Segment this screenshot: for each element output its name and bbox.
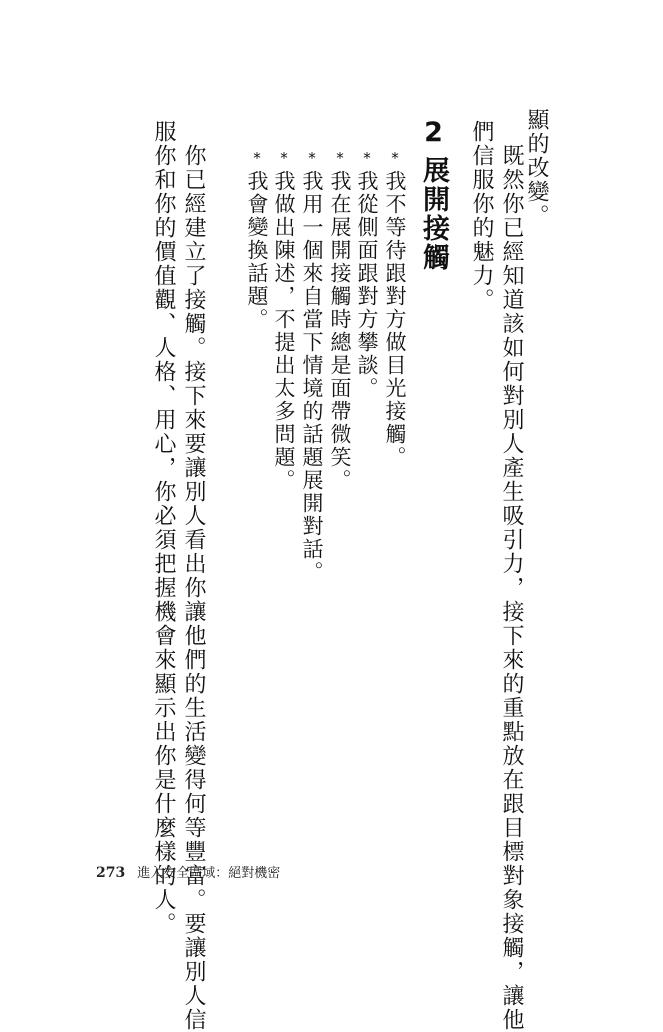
bullet-item xyxy=(325,150,355,492)
bullet-item xyxy=(297,150,327,584)
bullet-marker: * xyxy=(280,149,288,167)
bullet-item xyxy=(352,150,382,400)
paragraph-line: 們信服你的魅力。 xyxy=(469,120,494,312)
section-title: 展開接觸 xyxy=(418,156,449,272)
bullet-marker: * xyxy=(391,149,399,167)
bullet-marker: * xyxy=(336,149,344,167)
bullet-item xyxy=(269,150,299,492)
page-footer xyxy=(96,862,280,881)
bullet-text: 我不等待跟對方做目光接觸。 xyxy=(383,170,407,469)
bullet-text: 我用一個來自當下情境的話題展開對話。 xyxy=(300,170,324,584)
paragraph-line: 你已經建立了接觸。接下來要讓別人看出你讓他們的生活變得何等豐富。要讓別人信 xyxy=(181,120,206,1032)
page-number: 273 xyxy=(96,865,126,881)
paragraph-end-line: 顯的改變。 xyxy=(524,108,549,228)
paragraph-line: 服你和你的價值觀、人格、用心，你必須把握機會來顯示出你是什麼樣的人。 xyxy=(151,120,176,936)
bullet-item xyxy=(380,150,410,469)
bullet-marker: * xyxy=(253,149,261,167)
bullet-item xyxy=(242,150,272,331)
running-title: 進入安全區域：絕對機密 xyxy=(137,866,281,881)
bullet-text: 我做出陳述，不提出太多問題。 xyxy=(272,170,296,492)
section-heading xyxy=(414,117,453,272)
paragraph-line: 既然你已經知道該如何對別人產生吸引力，接下來的重點放在跟目標對象接觸，讓他 xyxy=(499,120,524,1032)
bullet-text: 我會變換話題。 xyxy=(245,170,269,331)
bullet-text: 我在展開接觸時總是面帶微笑。 xyxy=(328,170,352,492)
bullet-marker: * xyxy=(363,149,371,167)
bullet-marker: * xyxy=(308,149,316,167)
bullet-text: 我從側面跟對方攀談。 xyxy=(355,170,379,400)
section-number: 2 xyxy=(418,117,449,150)
